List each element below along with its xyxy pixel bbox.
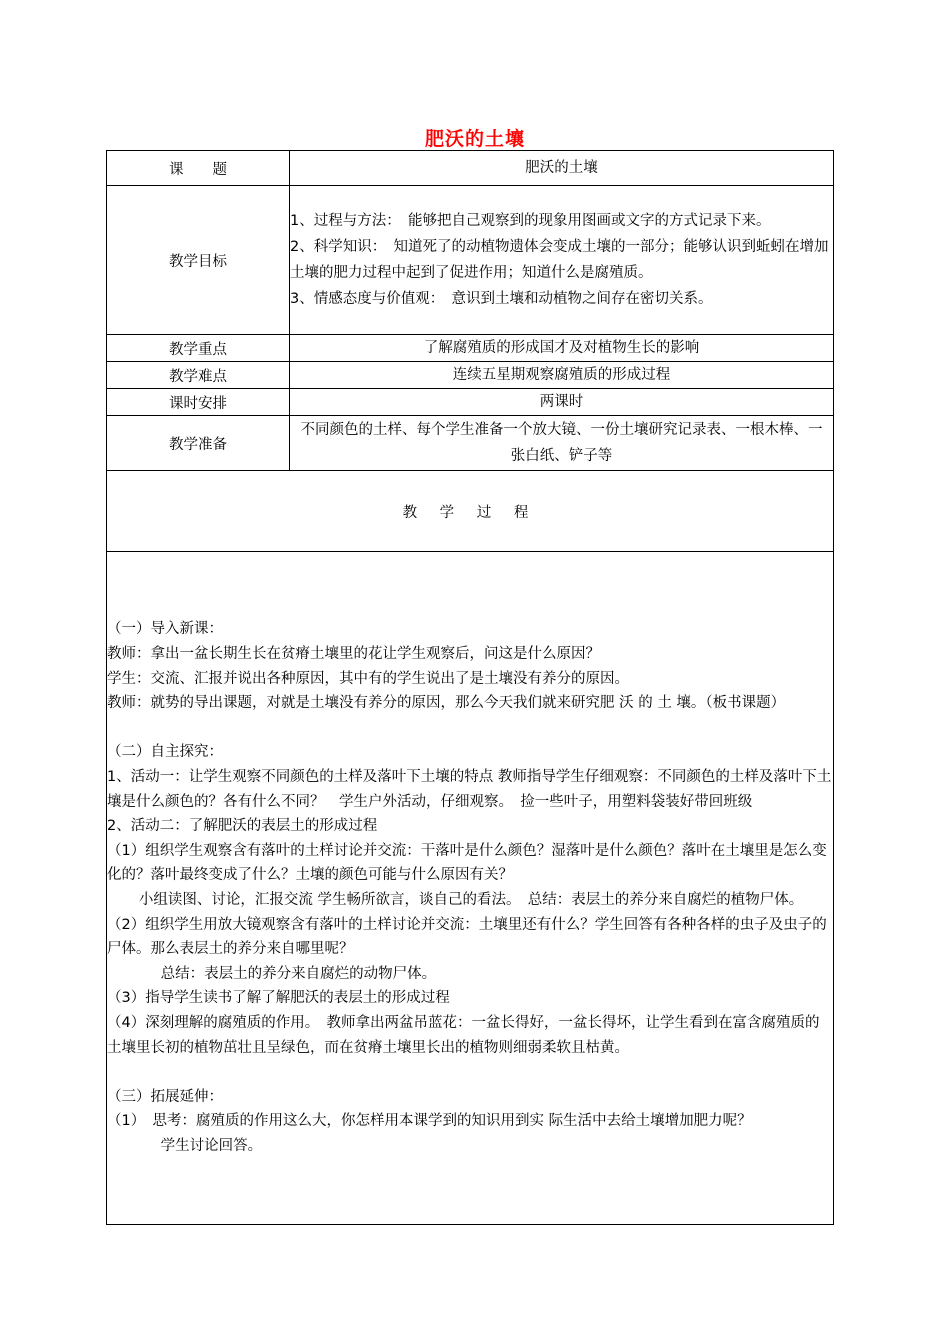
- document-title: 肥沃的土壤: [424, 128, 525, 150]
- lesson-plan-table: [106, 150, 834, 1225]
- paragraph: 1、活动一：让学生观察不同颜色的土样及落叶下土壤的特点 教师指导学生仔细观察：不同颜色的土样及落叶下土壤是什么颜色的？各有什么不同？ 学生户外活动，仔细观察。 捡一些叶子，用塑料袋装好带回班级: [107, 769, 832, 810]
- difficulty-label: 教学难点: [107, 362, 290, 389]
- process-body-row: [107, 552, 834, 1225]
- key-point-label: 教学重点: [107, 335, 290, 362]
- section-heading: （二）自主探究：: [107, 744, 223, 761]
- spacer: [107, 1060, 833, 1085]
- process-header: 教 学 过 程: [107, 471, 834, 552]
- topic-value: 肥沃的土壤: [290, 151, 834, 186]
- section-heading: （一）导入新课：: [107, 621, 223, 638]
- paragraph: 总结：表层土的养分来自腐烂的动物尸体。: [160, 965, 437, 982]
- goal-item: 1、过程与方法： 能够把自己观察到的现象用图画或文字的方式记录下来。: [290, 213, 771, 229]
- process-header-row: [107, 471, 834, 552]
- paragraph: 教师：就势的导出课题，对就是土壤没有养分的原因，那么今天我们就来研究肥 沃 的 土 壤。（板书课题）: [107, 695, 786, 712]
- goals-label: 教学目标: [107, 186, 290, 335]
- paragraph: 学生：交流、汇报并说出各种原因，其中有的学生说出了是土壤没有养分的原因。: [107, 670, 629, 687]
- goal-item: 2、科学知识： 知道死了的动植物遗体会变成土壤的一部分；能够认识到蚯蚓在增加土壤的肥力过程中起到了促进作用；知道什么是腐殖质。: [290, 239, 829, 281]
- paragraph: 教师：拿出一盆长期生长在贫瘠土壤里的花让学生观察后，问这是什么原因？: [107, 646, 600, 663]
- preparation-row: [107, 416, 834, 471]
- process-body: [107, 552, 834, 1225]
- topic-label: 课 题: [107, 151, 290, 186]
- key-point-value: 了解腐殖质的形成国才及对植物生长的影响: [290, 335, 834, 362]
- paragraph: 学生讨论回答。: [160, 1137, 263, 1154]
- paragraph: （4）深刻理解的腐殖质的作用。 教师拿出两盆吊蓝花：一盆长得好，一盆长得坏，让学生看到在富含腐殖质的土壤里长初的植物茁壮且呈绿色，而在贫瘠土壤里长出的植物则细弱柔软且枯黄。: [107, 1014, 820, 1056]
- goals-row: [107, 186, 834, 335]
- paragraph: （1）组织学生观察含有落叶的土样讨论并交流：干落叶是什么颜色？湿落叶是什么颜色？落叶在土壤里是怎么变化的？落叶最终变成了什么？土壤的颜色可能与什么原因有关？: [107, 842, 827, 884]
- hours-value: 两课时: [290, 389, 834, 416]
- key-point-row: [107, 335, 834, 362]
- goal-item: 3、情感态度与价值观： 意识到土壤和动植物之间存在密切关系。: [290, 291, 713, 307]
- spacer: [107, 716, 833, 741]
- section-heading: （三）拓展延伸：: [107, 1088, 223, 1105]
- preparation-label: 教学准备: [107, 416, 290, 471]
- hours-label: 课时安排: [107, 389, 290, 416]
- goals-cell: [290, 186, 834, 335]
- difficulty-value: 连续五星期观察腐殖质的形成过程: [290, 362, 834, 389]
- hours-row: [107, 389, 834, 416]
- paragraph: （3）指导学生读书了解了解肥沃的表层土的形成过程: [107, 990, 450, 1007]
- paragraph: 小组读图、讨论，汇报交流 学生畅所欲言，谈自己的看法。 总结：表层土的养分来自腐烂的植物尸体。: [138, 892, 804, 908]
- paragraph: 2、活动二：了解肥沃的表层土的形成过程: [107, 818, 378, 835]
- topic-row: [107, 151, 834, 186]
- paragraph: （1） 思考：腐殖质的作用这么大，你怎样用本课学到的知识用到实 际生活中去给土壤增加肥力呢？: [107, 1113, 752, 1130]
- preparation-value: 不同颜色的土样、每个学生准备一个放大镜、一份土壤研究记录表、一根木棒、一张白纸、铲子等: [290, 416, 834, 471]
- difficulty-row: [107, 362, 834, 389]
- paragraph: （2）组织学生用放大镜观察含有落叶的土样讨论并交流：土壤里还有什么？学生回答有各种各样的虫子及虫子的尸体。那么表层土的养分来自哪里呢？: [107, 916, 827, 958]
